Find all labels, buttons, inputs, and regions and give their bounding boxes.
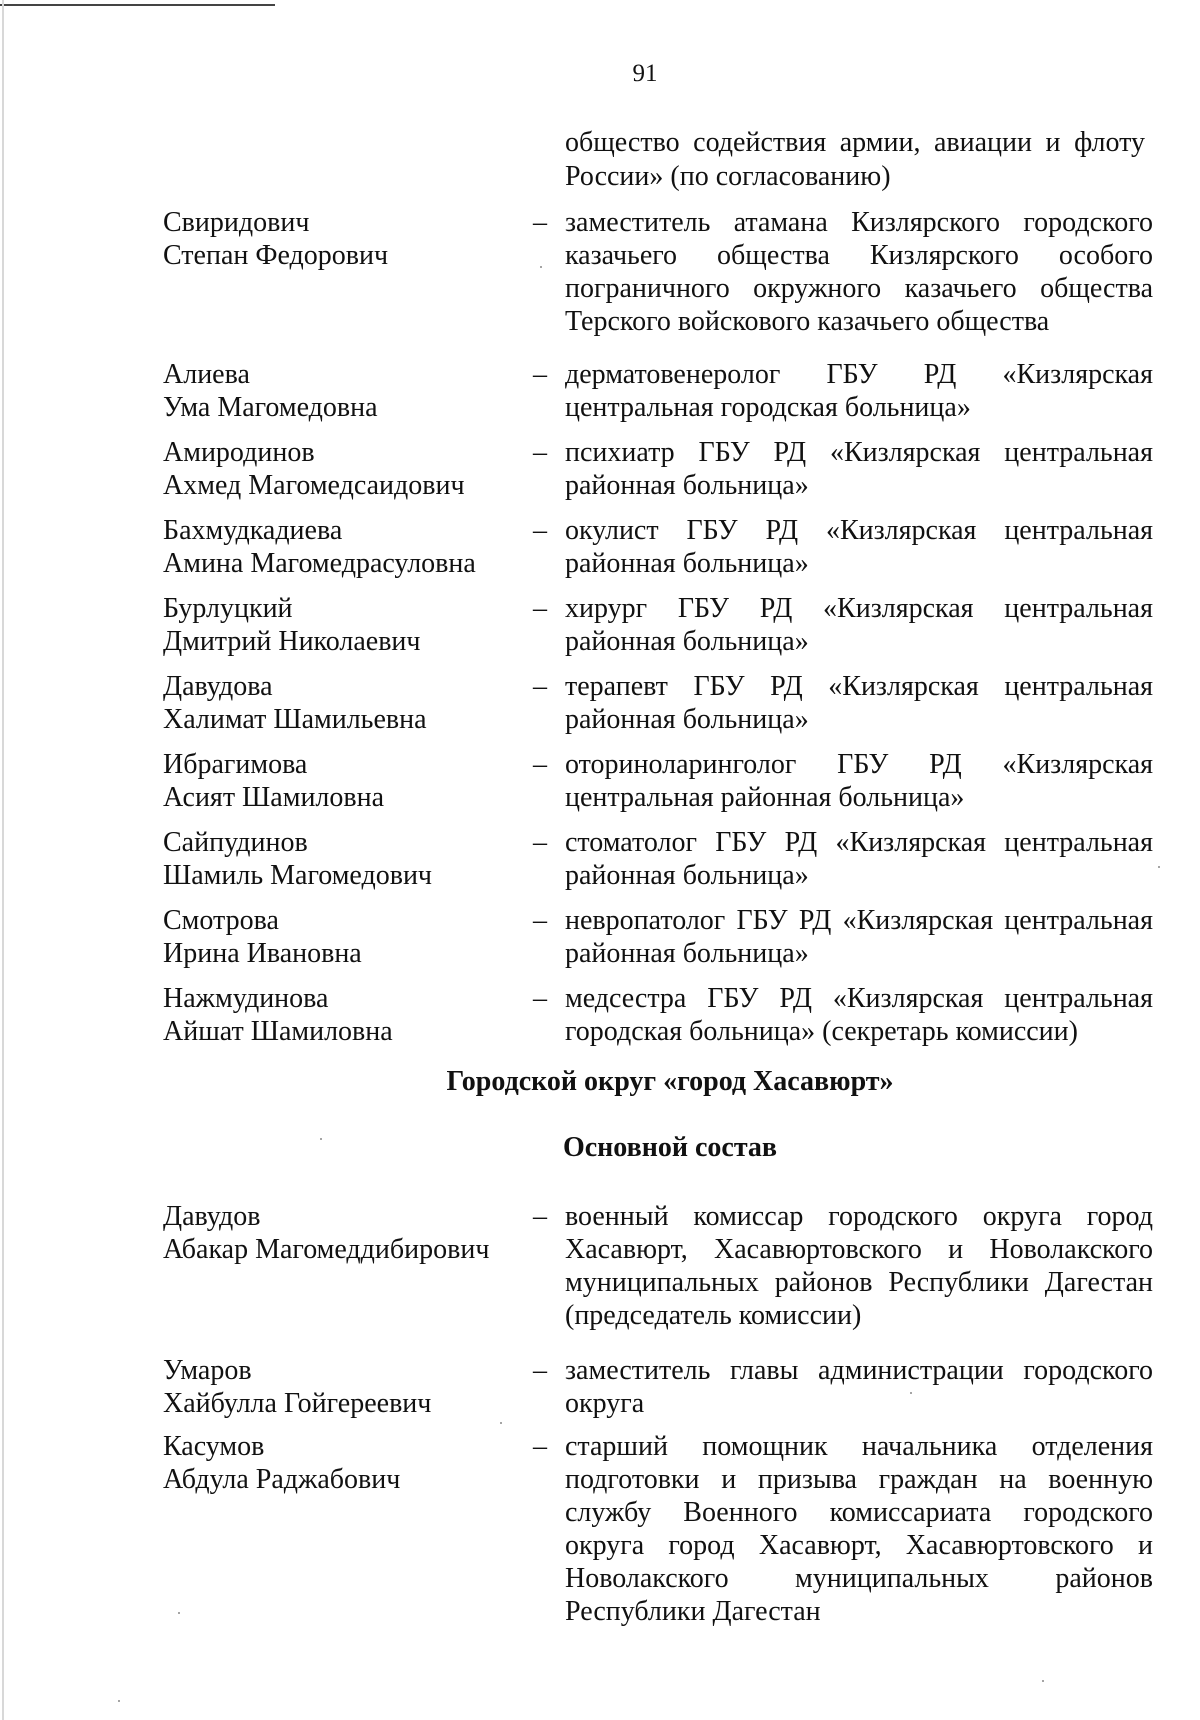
member-surname: Амиродинов (163, 437, 315, 468)
scan-left-edge (2, 0, 4, 1720)
member-entry (163, 206, 1153, 338)
scan-speck (500, 1422, 502, 1424)
member-surname: Сайпудинов (163, 827, 308, 858)
dash-separator: – (533, 905, 547, 936)
member-surname: Бахмудкадиева (163, 515, 343, 546)
member-name (163, 1200, 533, 1266)
dash-separator: – (533, 437, 547, 468)
member-role: стоматолог ГБУ РД «Кизлярская центральная районная больница» (565, 827, 1153, 891)
member-given-names: Амина Магомедрасуловна (163, 548, 476, 579)
member-role: заместитель атамана Кизлярского городского казачьего общества Кизлярского особого пограничного окружного казачьего общества Терского войскового казачьего общества (565, 207, 1153, 337)
dash-separator: – (533, 827, 547, 858)
member-given-names: Ирина Ивановна (163, 938, 362, 969)
member-entry (163, 436, 1153, 502)
member-given-names: Абакар Магомеддибирович (163, 1234, 490, 1265)
scan-speck (178, 1612, 180, 1614)
member-entry (163, 1354, 1153, 1420)
scan-speck (540, 266, 542, 268)
member-name (163, 826, 533, 892)
member-given-names: Ума Магомедовна (163, 392, 378, 423)
member-role: военный комиссар городского округа город Хасавюрт, Хасавюртовского и Новолакского муниципальных районов Республики Дагестан (председатель комиссии) (565, 1201, 1153, 1331)
dash-separator: – (533, 593, 547, 624)
member-role: хирург ГБУ РД «Кизлярская центральная районная больница» (565, 593, 1153, 657)
member-role: терапевт ГБУ РД «Кизлярская центральная районная больница» (565, 671, 1153, 735)
member-surname: Нажмудинова (163, 983, 329, 1014)
member-given-names: Айшат Шамиловна (163, 1016, 393, 1047)
member-surname: Ибрагимова (163, 749, 308, 780)
member-name (163, 514, 533, 580)
member-surname: Давудова (163, 671, 273, 702)
members-list-kizlyar (163, 206, 1153, 1048)
dash-separator: – (533, 671, 547, 702)
members-list-khasavyurt (163, 1200, 1153, 1628)
member-entry (163, 1200, 1153, 1332)
scan-corner-line (0, 4, 275, 6)
scan-speck (910, 1392, 912, 1394)
page-number: 91 (632, 60, 658, 87)
member-role: медсестра ГБУ РД «Кизлярская центральная городская больница» (секретарь комиссии) (565, 983, 1153, 1047)
dash-separator: – (533, 1431, 547, 1462)
member-name (163, 1430, 533, 1496)
dash-separator: – (533, 1355, 547, 1386)
member-given-names: Дмитрий Николаевич (163, 626, 421, 657)
member-role: психиатр ГБУ РД «Кизлярская центральная районная больница» (565, 437, 1153, 501)
scan-speck (118, 1700, 120, 1702)
member-surname: Алиева (163, 359, 250, 390)
member-surname: Касумов (163, 1431, 265, 1462)
member-surname: Умаров (163, 1355, 252, 1386)
subsection-title: Основной состав (562, 1132, 778, 1163)
member-entry (163, 748, 1153, 814)
member-surname: Смотрова (163, 905, 279, 936)
member-role: дерматовенеролог ГБУ РД «Кизлярская центральная городская больница» (565, 359, 1153, 423)
member-given-names: Асият Шамиловна (163, 782, 385, 813)
member-name (163, 358, 533, 424)
dash-separator: – (533, 983, 547, 1014)
section-title: Городской округ «город Хасавюрт» (446, 1066, 894, 1097)
member-name (163, 1354, 533, 1420)
member-given-names: Шамиль Магомедович (163, 860, 433, 891)
member-entry (163, 826, 1153, 892)
member-given-names: Степан Федорович (163, 240, 389, 271)
dash-separator: – (533, 749, 547, 780)
member-entry (163, 1430, 1153, 1628)
member-name (163, 206, 533, 272)
member-given-names: Хайбулла Гойгереевич (163, 1388, 432, 1419)
member-surname: Давудов (163, 1201, 261, 1232)
member-name (163, 592, 533, 658)
dash-separator: – (533, 207, 547, 238)
member-role: невропатолог ГБУ РД «Кизлярская центральная районная больница» (565, 905, 1153, 969)
scan-speck (1042, 1680, 1044, 1682)
member-name (163, 904, 533, 970)
member-role: старший помощник начальника отделения подготовки и призыва граждан на военную службу Военного комиссариата городского округа город Хасавюрт, Хасавюртовского и Новолакского муниципальных районов Республики Дагестан (565, 1431, 1153, 1627)
member-surname: Свиридович (163, 207, 310, 238)
member-name (163, 436, 533, 502)
dash-separator: – (533, 515, 547, 546)
member-role: окулист ГБУ РД «Кизлярская центральная районная больница» (565, 515, 1153, 579)
member-name (163, 670, 533, 736)
member-entry (163, 358, 1153, 424)
member-name (163, 982, 533, 1048)
member-given-names: Ахмед Магомедсаидович (163, 470, 465, 501)
member-given-names: Абдула Раджабович (163, 1464, 401, 1495)
member-entry (163, 904, 1153, 970)
member-surname: Бурлуцкий (163, 593, 293, 624)
member-entry (163, 514, 1153, 580)
member-role: заместитель главы администрации городского округа (565, 1355, 1153, 1419)
dash-separator: – (533, 359, 547, 390)
scan-speck (1158, 866, 1160, 868)
continuation-text: общество содействия армии, авиации и флоту России» (по согласованию) (565, 127, 1145, 192)
dash-separator: – (533, 1201, 547, 1232)
member-entry (163, 670, 1153, 736)
member-name (163, 748, 533, 814)
member-entry (163, 592, 1153, 658)
member-entry (163, 982, 1153, 1048)
scan-speck (320, 1138, 322, 1140)
member-role: оториноларинголог ГБУ РД «Кизлярская центральная районная больница» (565, 749, 1153, 813)
member-given-names: Халимат Шамильевна (163, 704, 427, 735)
